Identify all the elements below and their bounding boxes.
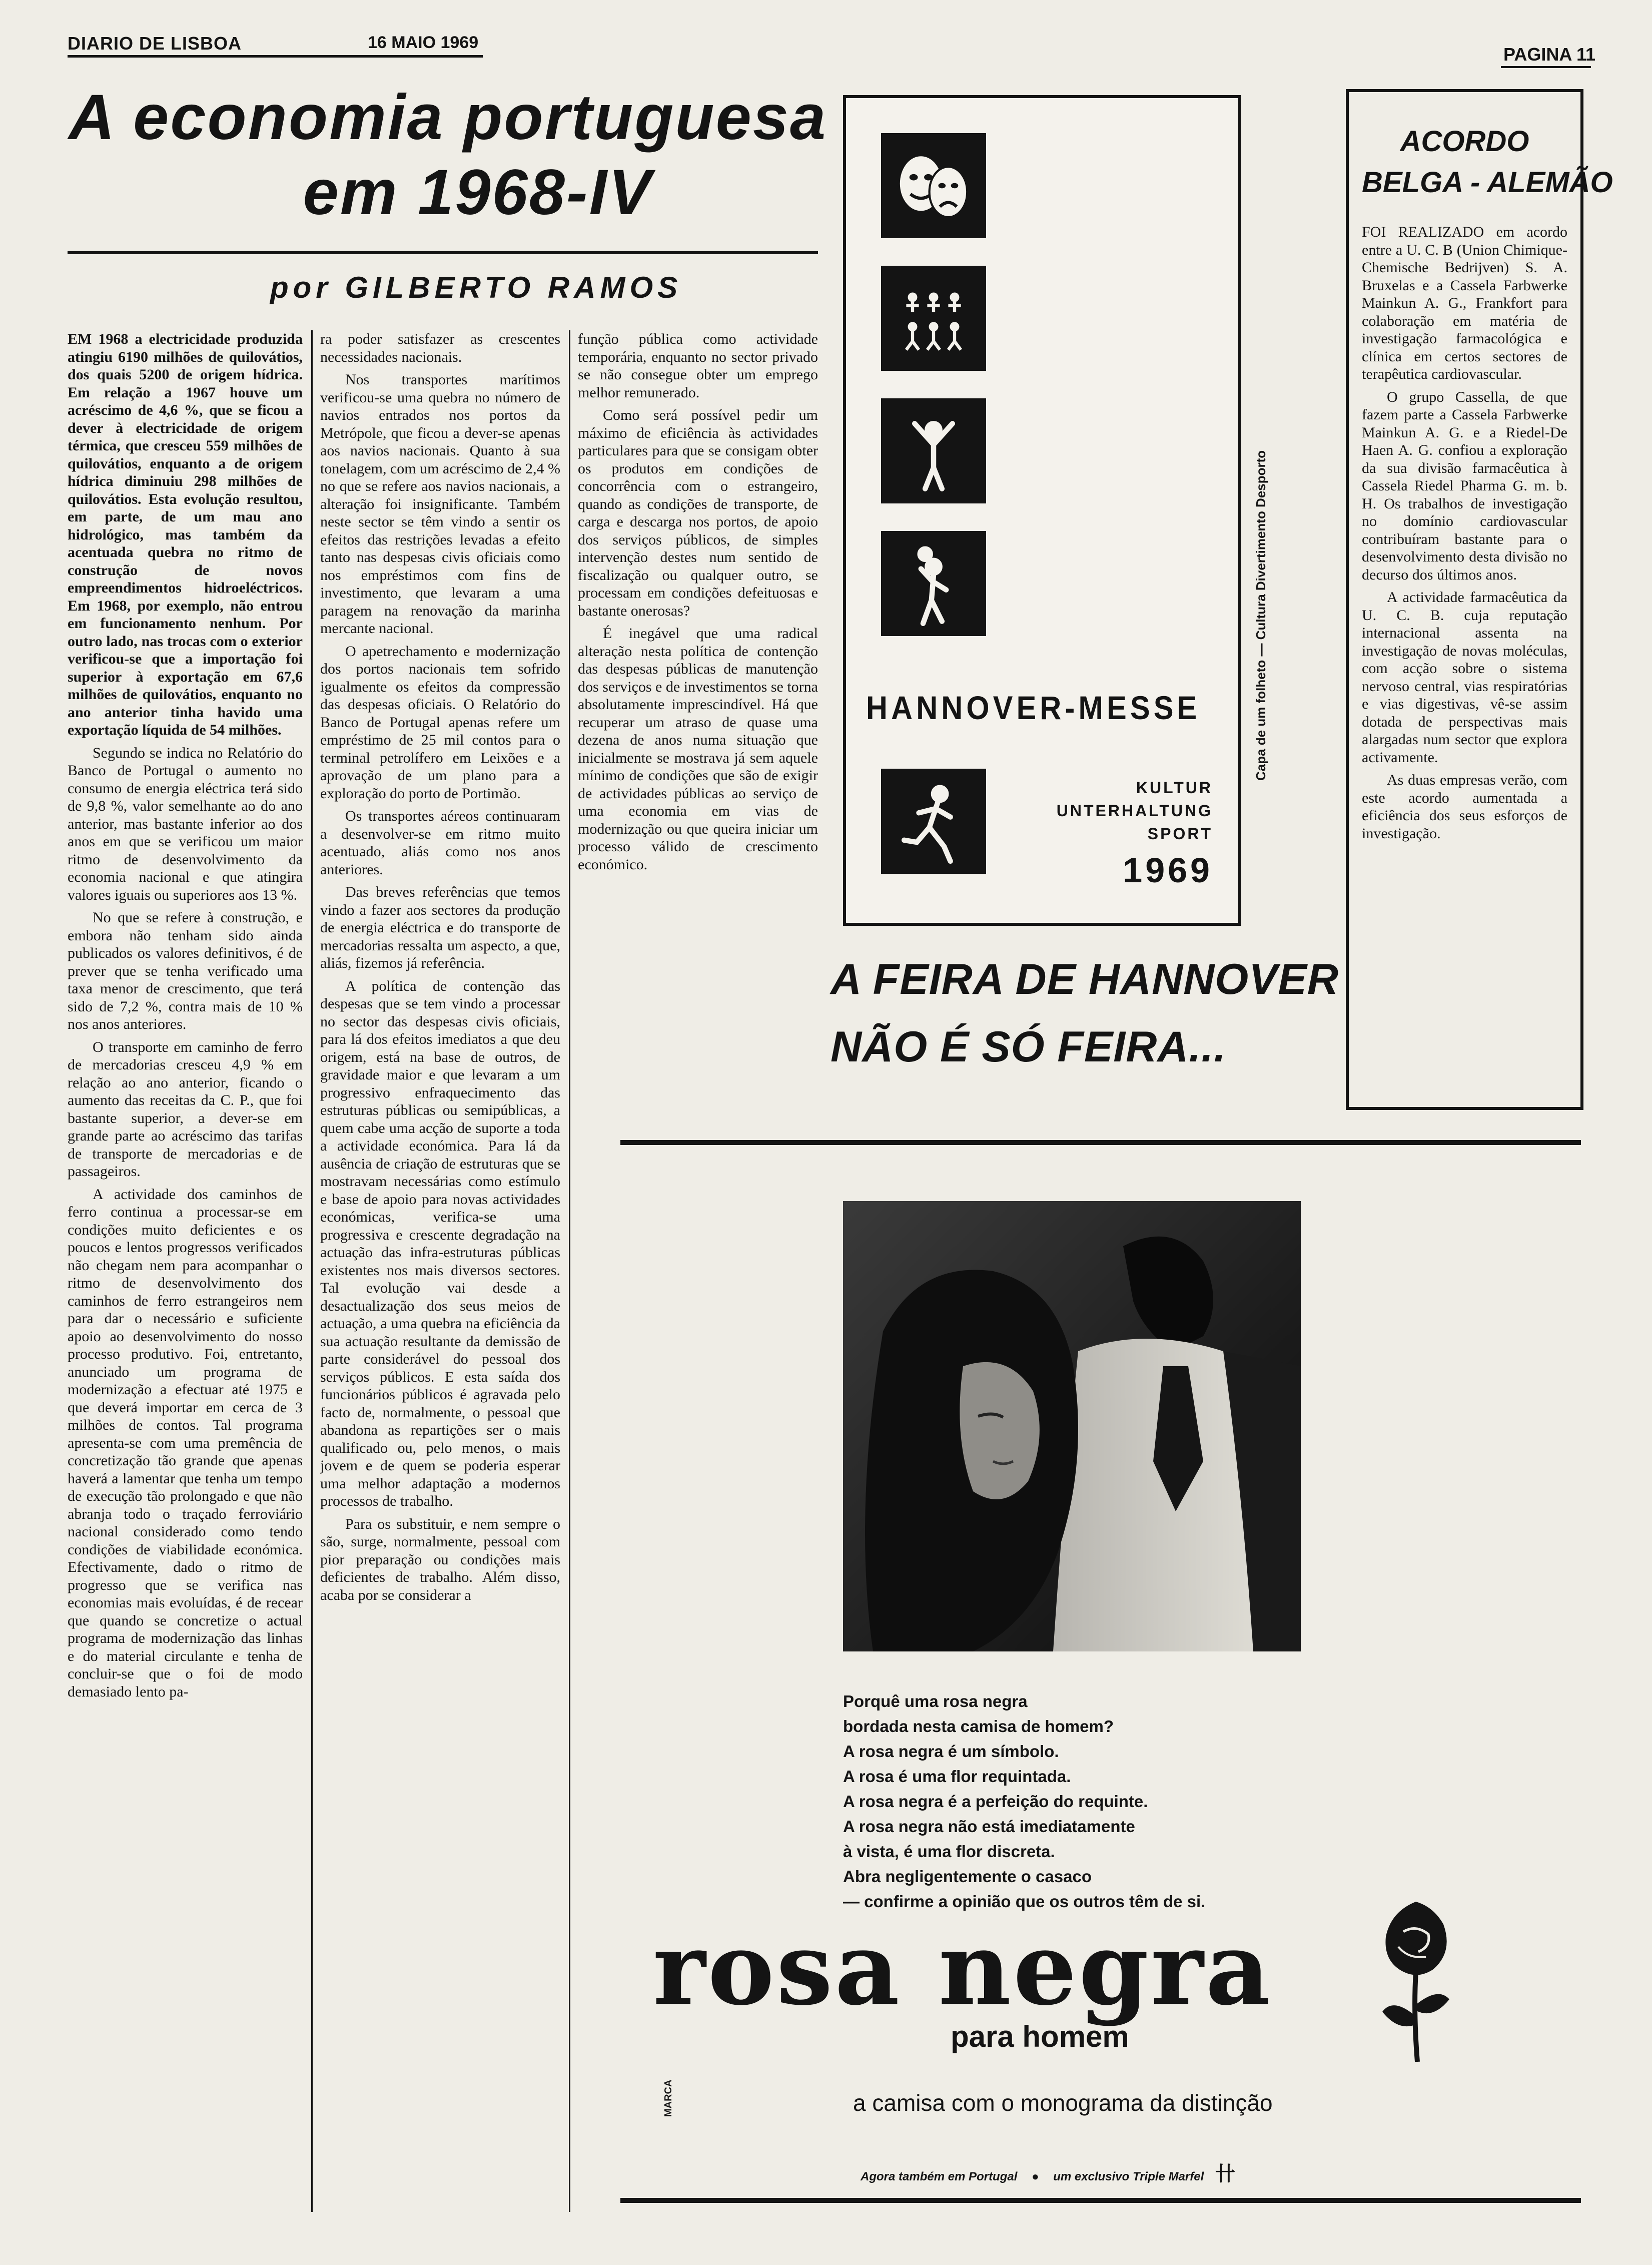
paragraph: Segundo se indica no Relatório do Banco de Portugal o aumento no consumo de energia eléctrica terá sido de 9,8 %, valor semelhante ao do ano anterior, mas bastante inferior ao dos anos em que se verificou um maior ritmo de desenvolvimento da economia nacional e que atingira valores iguais ou superiores aos 13 %. — [68, 744, 303, 903]
dancers-icon — [881, 266, 986, 371]
acordo-text — [1362, 223, 1567, 1074]
paragraph: As duas empresas verão, com este acordo aumentada a eficiência dos seus esforços de investigação. — [1362, 772, 1567, 842]
ad-line: à vista, é uma flor discreta. — [843, 1842, 1055, 1861]
article-column-3 — [578, 330, 818, 1111]
paragraph: Os transportes aéreos continuaram a desenvolver-se em ritmo muito acentuado, aliás como nos anos anteriores. — [320, 808, 560, 878]
header-rule — [68, 55, 483, 58]
paragraph: A política de contenção das despesas que se tem vindo a processar no sector das despesas civis oficiais, para lá dos efeitos imediatos a que deu origem, está na base de outros, de gravidade maior e que levaram a um progressivo enfraquecimento das estruturas públicas ou semipúblicas, a quem cabe uma acção de suporte a toda a actividade económica. Para lá da ausência de criação de estruturas que se mostravam necessárias como estímulo e base de apoio para novas actividades económicas, verifica-se uma progressiva e crescente degradação na actuação das infra-estruturas públicas existentes nos mais diversos sectores. Tal evolução vai desde a desactualização dos seus meios de actuação, a uma quebra na eficiência da sua actuação resultante da demissão de parte considerável do pessoal dos serviços públicos. E esta saída dos funcionários públicos é agravada pelo facto de, normalmente, o pessoal que abandona as repartições ser o mais qualificado ou, pelo menos, o mais jovem e de quem se poderia esperar uma melhor adaptação a modernos processos de trabalho. — [320, 977, 560, 1509]
ad-line: — confirme a opinião que os outros têm de si. — [843, 1892, 1206, 1911]
bullet-icon: ● — [1032, 2170, 1039, 2183]
hannover-year: 1969 — [1123, 851, 1213, 890]
ad-line: A rosa negra não está imediatamente — [843, 1817, 1135, 1836]
ad-top-rule — [620, 1140, 1581, 1145]
ad-line: Porquê uma rosa negra — [843, 1692, 1028, 1711]
gymnast-icon — [881, 398, 986, 503]
paragraph: O grupo Cassella, de que fazem parte a Cassela Farbwerke Mainkun A. G. e a Riedel-De Haen A. G. confiou a exploração da sua divisão farmacêutica à Cassela Riedel Pharma G. m. b. H. Os trabalhos de investigação no domínio cardiovascular contribuíram bastante para o desenvolvimento desta divisão no decurso dos últimos anos. — [1362, 388, 1567, 583]
hannover-leaflet — [843, 95, 1241, 926]
page-number: PAGINA 11 — [1503, 44, 1596, 65]
header-rule-right — [1501, 66, 1591, 68]
hannover-headline-line1: A FEIRA DE HANNOVER — [831, 955, 1339, 1003]
juggler-icon — [881, 531, 986, 636]
article-title — [68, 80, 828, 230]
paragraph: O apetrechamento e modernização dos portos nacionais tem sofrido igualmente os efeitos da compressão das despesas oficiais. O Relatório do Banco de Portugal apenas refere um empréstimo de 25 mil contos para o terminal petrolífero em Leixões e a aprovação de um plano para a exploração do porto de Portimão. — [320, 643, 560, 802]
paragraph: função pública como actividade temporária, enquanto no sector privado se não consegue obter um emprego melhor remunerado. — [578, 331, 818, 401]
paragraph: ra poder satisfazer as crescentes necessidades nacionais. — [320, 331, 560, 365]
hannover-unterhaltung: UNTERHALTUNG — [1056, 802, 1213, 820]
hannover-sport: SPORT — [1147, 825, 1213, 843]
ad-line: A rosa é uma flor requintada. — [843, 1767, 1071, 1786]
hannover-headline — [831, 946, 1339, 1081]
triple-marfel-logo-icon: 卄 — [1215, 2163, 1235, 2185]
issue-date: 16 MAIO 1969 — [368, 33, 479, 52]
column-rule — [569, 330, 570, 2212]
acordo-title-line1: ACORDO — [1400, 125, 1529, 158]
acordo-title-line2: BELGA - ALEMÃO — [1362, 166, 1613, 199]
ad-footer — [861, 2158, 1235, 2186]
theatre-masks-icon — [881, 133, 986, 238]
paragraph: FOI REALIZADO em acordo entre a U. C. B (Union Chimique-Chemische Bedrijven) S. A. Bruxelas e a Cassela Farbwerke Mainkun A. G., Frankfort para colaboração em matéria de investigação farmacológica e clínica em certos sectores de terapêutica cardiovascular. — [1362, 224, 1567, 382]
paragraph: A actividade dos caminhos de ferro continua a processar-se em condições muito deficientes e os poucos e lentos progressos verificados não chegam nem para acompanhar o ritmo de desenvolvimento dos caminhos de ferro estrangeiros nem para dar o necessário e suficiente apoio ao desenvolvimento do nosso processo produtivo. Foi, entretanto, anunciado um programa de modernização a efectuar até 1975 e que deverá importar em cerca de 3 milhões de contos. Tal programa apresenta-se com uma premência de concretização tão grande que apenas haverá a lamentar que tenha um tempo de execução tão prolongado e que não abranja todo o traçado ferroviário nacional considerado como tendo condições de viabilidade económica. Efectivamente, dado o ritmo de progresso que se verifica nas economias mais evoluídas, é de recear que quando se concretize o actual programa de modernização das linhas e do material circulante e tenha de concluir-se que o foi de modo demasiado lento pa- — [68, 1186, 303, 1700]
hannover-headline-line2: NÃO É SÓ FEIRA... — [831, 1023, 1227, 1071]
newspaper-name: DIARIO DE LISBOA — [68, 33, 242, 54]
ad-footer-left: Agora também em Portugal — [861, 2170, 1018, 2183]
ad-subbrand: para homem — [951, 2020, 1129, 2053]
ad-footer-right: um exclusivo Triple Marfel — [1053, 2170, 1204, 2183]
article-byline: por GILBERTO RAMOS — [270, 271, 682, 304]
paragraph: Das breves referências que temos vindo a fazer aos sectores da produção de energia eléctrica e do transporte de mercadorias ressalta um aspecto, a que, aliás, fizemos já referência. — [320, 884, 560, 971]
ad-photo — [843, 1201, 1301, 1651]
rose-icon — [1373, 1897, 1458, 2062]
article-column-1 — [68, 330, 303, 2217]
ad-line: bordada nesta camisa de homem? — [843, 1717, 1114, 1736]
paragraph: É inegável que uma radical alteração nesta política de contenção das despesas públicas de manutenção dos serviços e de investimentos se torna absolutamente imprescindível. Há que recuperar um atraso de quase uma dezena de anos numa situação que inicialmente se mostrava já sem aquele mínimo de condições que são de exigir de actividades públicas ao serviço de uma economia em vias de modernização ou que queira iniciar um processo válido de crescimento económico. — [578, 625, 818, 873]
paragraph: Para os substituir, e nem sempre o são, surge, normalmente, pessoal com pior preparação ou condições mais deficientes de trabalho. Além disso, acaba por se considerar a — [320, 1515, 560, 1603]
hannover-text-block — [1057, 776, 1213, 895]
runner-icon — [881, 769, 986, 874]
ad-marca: MARCA — [663, 2079, 674, 2117]
acordo-box — [1346, 89, 1613, 1110]
ad-line: A rosa negra é um símbolo. — [843, 1742, 1059, 1761]
paragraph: O transporte em caminho de ferro de mercadorias cresceu 4,9 % em relação ao ano anterior, ficando o aumento das receitas da C. P., que foi bastante superior, a dever-se em grande parte ao acréscimo das tarifas de transporte de mercadorias e de passageiros. — [68, 1038, 303, 1180]
column-rule — [311, 330, 313, 2212]
acordo-title — [1362, 121, 1613, 203]
hannover-brand: HANNOVER-MESSE — [866, 689, 1201, 726]
ad-line: Abra negligentemente o casaco — [843, 1867, 1092, 1886]
ad-line: A rosa negra é a perfeição do requinte. — [843, 1792, 1148, 1811]
hannover-kultur: KULTUR — [1136, 779, 1213, 797]
paragraph: Nos transportes marítimos verificou-se uma quebra no número de navios entrados nos portos da Metrópole, que ficou a dever-se apenas aos navios nacionais. Quanto à sua tonelagem, com um acréscimo de 2,4 % no que se refere aos navios nacionais, a alteração foi insignificante. Também neste sector se têm vindo a sentir os efeitos das restrições levadas a efeito tanto nas despesas civis oficiais como nos empréstimos com fins de investimento, que levaram a uma paragem na renovação da marinha mercante nacional. — [320, 371, 560, 637]
article-column-2 — [320, 330, 560, 2217]
ad-tagline: a camisa com o monograma da distinção — [853, 2090, 1273, 2116]
article-title-line2: em 1968-IV — [303, 157, 653, 228]
paragraph: Como será possível pedir um máximo de eficiência às actividades particulares para que se consigam obter os produtos em condições de concorrência com o estrangeiro, quando as condições de transporte, de carga e descarga nos portos, de apoio dos serviços públicos, de simples intervenção destes num sentido de fiscalização ou qualquer outro, se processam em condições defeituosas e bastante onerosas? — [578, 407, 818, 619]
article-title-line1: A economia portuguesa — [68, 82, 828, 153]
title-rule — [68, 251, 818, 254]
ad-bottom-rule — [620, 2198, 1581, 2203]
paragraph: No que se refere à construção, e embora não tenham sido ainda publicados os valores definitivos, é de prever que se tenha verificado uma taxa menor de crescimento, que terá sido de 7,2 %, contra mais de 10 % nos anos anteriores. — [68, 909, 303, 1032]
ad-copy — [843, 1689, 1393, 1914]
leaflet-caption: Capa de um folheto — Cultura Divertimento Desporto — [1253, 450, 1268, 781]
ad-brand: rosa negra — [653, 1910, 1273, 2028]
paragraph: A actividade farmacêutica da U. C. B. cuja reputação internacional assenta na investigação de novas moléculas, com acção sobre o sistema nervoso central, vias respiratórias e vias digestivas, vê-se assim dotada de perspectivas mais alargadas num sector que explora activamente. — [1362, 589, 1567, 766]
paragraph: EM 1968 a electricidade produzida atingiu 6190 milhões de quilovátios, dos quais 5200 de origem hídrica. Em relação a 1967 houve um acréscimo de 4,6 %, que se ficou a dever à electricidade de origem térmica, que cresceu 559 milhões de quilovátios, enquanto a de origem hídrica diminuiu 298 milhões de quilovátios. Esta evolução resultou, em parte, de um mau ano hidrológico, mas também da acentuada quebra no ritmo de construção de novos empreendimentos hidroeléctricos. Em 1968, por exemplo, não entrou em funcionamento nenhum. Por outro lado, nas trocas com o exterior verificou-se que a importação foi superior à exportação em 67,6 milhões de quilovátios, enquanto no ano anterior tinha havido uma exportação líquida de 54 milhões. — [68, 331, 303, 738]
